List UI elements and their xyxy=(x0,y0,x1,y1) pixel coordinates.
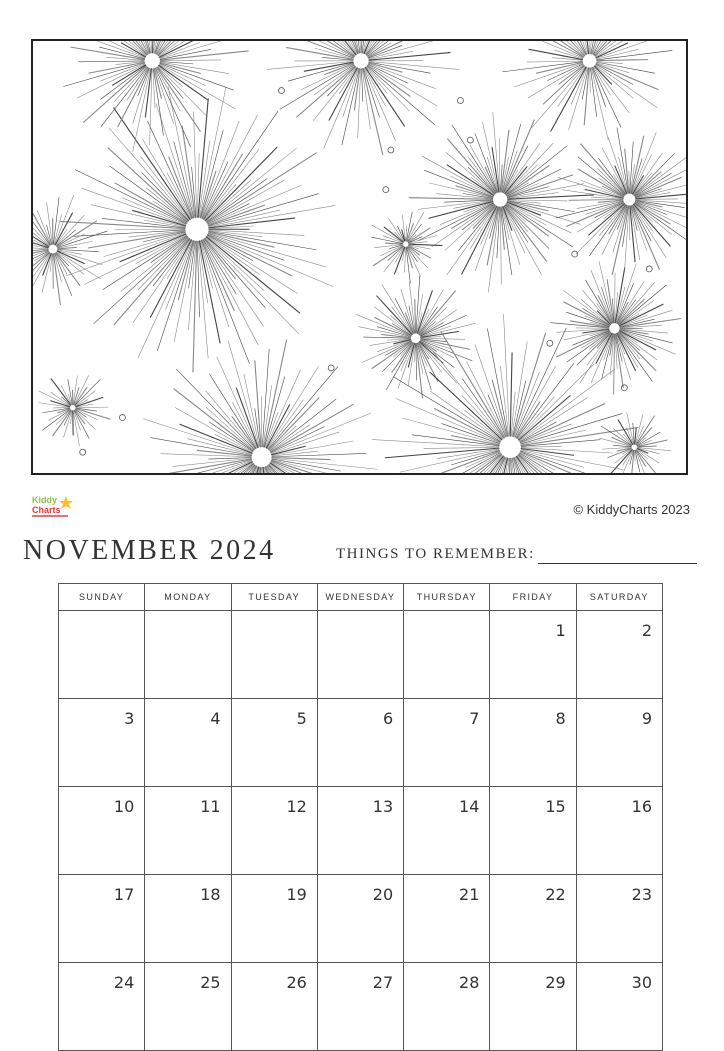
firework-burst xyxy=(64,41,249,152)
day-cell[interactable]: 15 xyxy=(490,787,576,875)
day-cell[interactable]: 3 xyxy=(59,699,145,787)
spark-dot xyxy=(621,385,627,391)
spark-dot xyxy=(467,137,473,143)
firework-burst xyxy=(138,340,386,473)
svg-text:Kiddy: Kiddy xyxy=(32,495,57,505)
day-cell[interactable] xyxy=(317,611,403,699)
firework-burst xyxy=(503,41,672,140)
day-cell[interactable] xyxy=(59,611,145,699)
weekday-header: SUNDAY xyxy=(59,584,145,611)
svg-text:Charts: Charts xyxy=(32,505,61,515)
firework-burst xyxy=(267,41,459,154)
firework-burst xyxy=(60,86,335,371)
firework-burst xyxy=(600,413,671,473)
day-cell[interactable]: 10 xyxy=(59,787,145,875)
day-cell[interactable]: 17 xyxy=(59,875,145,963)
day-cell[interactable]: 23 xyxy=(576,875,662,963)
day-cell[interactable]: 26 xyxy=(231,963,317,1051)
day-cell[interactable]: 7 xyxy=(404,699,490,787)
firework-burst xyxy=(371,212,441,283)
firework-burst xyxy=(356,276,475,398)
weekday-header: THURSDAY xyxy=(404,584,490,611)
day-cell[interactable]: 21 xyxy=(404,875,490,963)
spark-dot xyxy=(383,187,389,193)
weekday-header: SATURDAY xyxy=(576,584,662,611)
day-cell[interactable]: 13 xyxy=(317,787,403,875)
week-row xyxy=(59,875,663,963)
day-cell[interactable] xyxy=(404,611,490,699)
spark-dot xyxy=(457,97,463,103)
firework-burst xyxy=(551,261,681,394)
day-cell[interactable]: 11 xyxy=(145,787,231,875)
spark-dot xyxy=(388,147,394,153)
day-cell[interactable]: 6 xyxy=(317,699,403,787)
day-cell[interactable]: 28 xyxy=(404,963,490,1051)
day-cell[interactable]: 25 xyxy=(145,963,231,1051)
day-cell[interactable]: 14 xyxy=(404,787,490,875)
day-cell[interactable]: 16 xyxy=(576,787,662,875)
firework-burst xyxy=(33,195,107,304)
day-cell[interactable]: 20 xyxy=(317,875,403,963)
things-to-remember-label: THINGS TO REMEMBER: xyxy=(336,546,535,563)
spark-dot xyxy=(572,251,578,257)
kiddycharts-logo xyxy=(30,492,74,520)
day-cell[interactable]: 2 xyxy=(576,611,662,699)
day-cell[interactable]: 27 xyxy=(317,963,403,1051)
calendar-grid xyxy=(58,583,663,1051)
copyright-notice: © KiddyCharts 2023 xyxy=(573,502,690,517)
week-row xyxy=(59,963,663,1051)
day-cell[interactable]: 12 xyxy=(231,787,317,875)
day-cell[interactable]: 22 xyxy=(490,875,576,963)
spark-dot xyxy=(80,449,86,455)
month-title: NOVEMBER 2024 xyxy=(23,535,276,567)
week-row xyxy=(59,699,663,787)
day-cell[interactable]: 1 xyxy=(490,611,576,699)
week-row xyxy=(59,611,663,699)
spark-dot xyxy=(119,415,125,421)
spark-dot xyxy=(278,88,284,94)
weekday-header: MONDAY xyxy=(145,584,231,611)
day-cell[interactable]: 24 xyxy=(59,963,145,1051)
things-to-remember-line[interactable] xyxy=(538,563,697,564)
day-cell[interactable]: 5 xyxy=(231,699,317,787)
spark-dot xyxy=(547,340,553,346)
firework-burst xyxy=(409,112,593,292)
week-row xyxy=(59,787,663,875)
day-cell[interactable]: 9 xyxy=(576,699,662,787)
day-cell[interactable]: 30 xyxy=(576,963,662,1051)
day-cell[interactable] xyxy=(231,611,317,699)
weekday-header: FRIDAY xyxy=(490,584,576,611)
firework-burst xyxy=(556,128,686,275)
day-cell[interactable] xyxy=(145,611,231,699)
day-cell[interactable]: 19 xyxy=(231,875,317,963)
weekday-header: TUESDAY xyxy=(231,584,317,611)
spark-dot xyxy=(328,365,334,371)
day-cell[interactable]: 4 xyxy=(145,699,231,787)
firework-burst xyxy=(39,376,110,446)
spark-dot xyxy=(646,266,652,272)
fireworks-coloring-image xyxy=(31,39,688,475)
day-cell[interactable]: 29 xyxy=(490,963,576,1051)
day-cell[interactable]: 8 xyxy=(490,699,576,787)
weekday-header-row xyxy=(59,584,663,611)
weekday-header: WEDNESDAY xyxy=(317,584,403,611)
day-cell[interactable]: 18 xyxy=(145,875,231,963)
